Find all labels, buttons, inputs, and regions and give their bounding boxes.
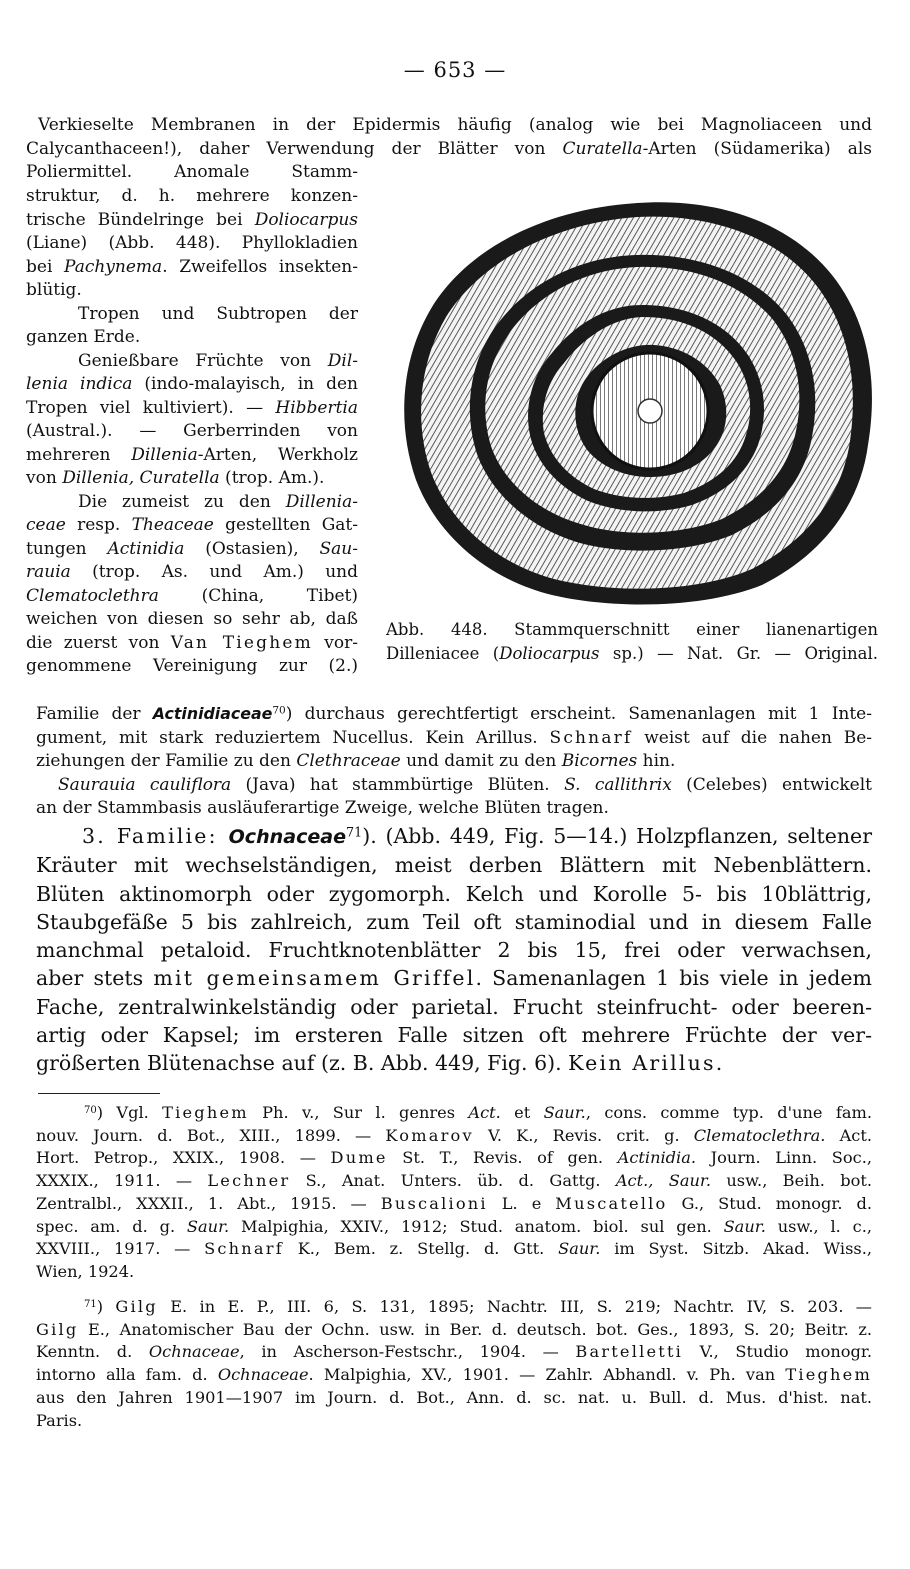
page-number: — 653 —: [403, 58, 507, 82]
section-heading-line: 3. Familie: Ochnaceae$^{71}$). (Abb. 449, Fig. 5—14.) Holzpflanzen, seltener: [82, 824, 872, 848]
text-line: gument, mit stark reduziertem Nucellus. Kein Arillus. Schnarf weist auf die nahen Be-: [36, 727, 872, 748]
footnote-line: Kenntn. d. Ochnaceae, in Ascherson-Festschr., 1904. — Bartelletti V., Studio monogr.: [36, 1342, 873, 1362]
footnote-line: $^{70}$) Vgl. Tieghem Ph. v., Sur l. genres Act. et Saur., cons. comme typ. d'une fam.: [84, 1103, 872, 1122]
caption-line: Dilleniacee (Doliocarpus sp.) — Nat. Gr. — Original.: [386, 643, 878, 663]
text-line: Kräuter mit wechselständigen, meist derben Blättern mit Nebenblättern.: [36, 853, 872, 878]
footnote-rule: [38, 1093, 160, 1094]
text-line: genommene Vereinigung zur (2.): [26, 656, 358, 676]
text-line: Die zumeist zu den Dillenia-: [78, 491, 358, 512]
text-line: mehreren Dillenia-Arten, Werkholz: [26, 444, 358, 465]
text-line: weichen von diesen so sehr ab, daß: [26, 609, 358, 629]
text-line: blütig.: [26, 280, 82, 300]
text-line: (Liane) (Abb. 448). Phyllokladien: [26, 233, 358, 253]
text-line: struktur, d. h. mehrere konzen-: [26, 186, 358, 206]
footnote-line: XXXIX., 1911. — Lechner S., Anat. Unters. üb. d. Gattg. Act., Saur. usw., Beih. bot.: [36, 1171, 873, 1191]
text-line: artig oder Kapsel; im ersteren Falle sitzen oft mehrere Früchte der ver-: [36, 1023, 872, 1048]
text-line: Genießbare Früchte von Dil-: [78, 350, 358, 371]
text-line: Clematoclethra (China, Tibet): [26, 585, 358, 606]
text-line: (Austral.). — Gerberrinden von: [26, 421, 358, 441]
footnote-line: Hort. Petrop., XXIX., 1908. — Dume St. T., Revis. of gen. Actinidia. Journ. Linn. Soc.,: [36, 1148, 872, 1168]
stem-cross-section-figure: [392, 195, 882, 610]
footnote-line: aus den Jahren 1901—1907 im Journ. d. Bot., Ann. d. sc. nat. u. Bull. d. Mus. d'hist. nat.: [36, 1387, 872, 1407]
text-line: an der Stammbasis ausläuferartige Zweige, welche Blüten tragen.: [36, 798, 609, 818]
footnote-line: nouv. Journ. d. Bot., XIII., 1899. — Komarov V. K., Revis. crit. g. Clematoclethra. Act.: [36, 1125, 872, 1145]
text-line: tungen Actinidia (Ostasien), Sau-: [26, 538, 358, 559]
text-line: ganzen Erde.: [26, 327, 141, 347]
text-line: größerten Blütenachse auf (z. B. Abb. 449, Fig. 6). Kein Arillus.: [36, 1051, 723, 1076]
figure-caption: [386, 618, 878, 666]
footnote-line: Zentralbl., XXXII., 1. Abt., 1915. — Buscalioni L. e Muscatello G., Stud. monogr. d.: [36, 1193, 872, 1213]
text-line: Familie der Actinidiaceae$^{70}$) durchaus gerechtfertigt erscheint. Samenanlagen mit 1 Inte-: [36, 704, 872, 724]
footnote-line: Paris.: [36, 1410, 83, 1430]
text-line: ziehungen der Familie zu den Clethraceae und damit zu den Bicornes hin.: [36, 751, 676, 771]
text-line: aber stets mit gemeinsamem Griffel. Samenanlagen 1 bis viele in jedem: [36, 966, 872, 991]
footnote-line: Wien, 1924.: [36, 1261, 135, 1281]
text-line: bei Pachynema. Zweifellos insekten-: [26, 256, 358, 277]
text-line: Calycanthaceen!), daher Verwendung der Blätter von Curatella-Arten (Südamerika) als: [26, 139, 872, 159]
footnote-70: [36, 1102, 872, 1284]
text-line: die zuerst von Van Tieghem vor-: [26, 632, 358, 653]
footnote-line: Gilg E., Anatomischer Bau der Ochn. usw. in Ber. d. deutsch. bot. Ges., 1893, S. 20; Beitr. z.: [36, 1319, 872, 1339]
text-line: manchmal petaloid. Fruchtknotenblätter 2 bis 15, frei oder verwachsen,: [36, 938, 872, 963]
text-line: Fache, zentralwinkelständig oder parietal. Frucht steinfrucht- oder beeren-: [36, 994, 872, 1019]
text-line: lenia indica (indo-malayisch, in den: [26, 374, 358, 394]
text-line: trische Bündelringe bei Doliocarpus: [26, 209, 358, 230]
text-line: Tropen viel kultiviert). — Hibbertia: [26, 397, 358, 418]
footnote-line: spec. am. d. g. Saur. Malpighia, XXIV., 1912; Stud. anatom. biol. sul gen. Saur. usw., l. c.,: [36, 1216, 872, 1236]
continuation-text: [36, 702, 872, 821]
text-line: Saurauia cauliflora (Java) hat stammbürtige Blüten. S. callithrix (Celebes) entwickelt: [58, 774, 872, 795]
text-line: Poliermittel. Anomale Stamm-: [26, 162, 358, 182]
footnote-line: XXVIII., 1917. — Schnarf K., Bem. z. Stellg. d. Gtt. Saur. im Syst. Sitzb. Akad. Wiss.,: [36, 1239, 872, 1259]
text-line: von Dillenia, Curatella (trop. Am.).: [26, 468, 325, 488]
caption-line: Abb. 448. Stammquerschnitt einer lianenartigen: [386, 620, 878, 639]
text-line: Blüten aktinomorph oder zygomorph. Kelch und Korolle 5- bis 10blättrig,: [36, 881, 872, 906]
text-line: Tropen und Subtropen der: [78, 303, 358, 324]
text-line: rauia (trop. As. und Am.) und: [26, 562, 358, 582]
text-line: Verkieselte Membranen in der Epidermis häufig (analog wie bei Magnoliaceen und: [38, 115, 872, 135]
left-column-text: [26, 185, 358, 679]
stem-cross-section-drawing: [392, 195, 882, 610]
footnote-line: intorno alla fam. d. Ochnaceae. Malpighia, XV., 1901. — Zahlr. Abhandl. v. Ph. van Tieghem: [36, 1365, 872, 1385]
text-line: Staubgefäße 5 bis zahlreich, zum Teil oft staminodial und in diesem Falle: [36, 909, 872, 934]
footnote-line: $^{71}$) Gilg E. in E. P., III. 6, S. 131, 1895; Nachtr. III, S. 219; Nachtr. IV, S. 203. —: [84, 1297, 872, 1316]
ochnaceae-section: [36, 822, 872, 1078]
footnote-71: [36, 1296, 872, 1432]
text-line: ceae resp. Theaceae gestellten Gat-: [26, 515, 358, 535]
